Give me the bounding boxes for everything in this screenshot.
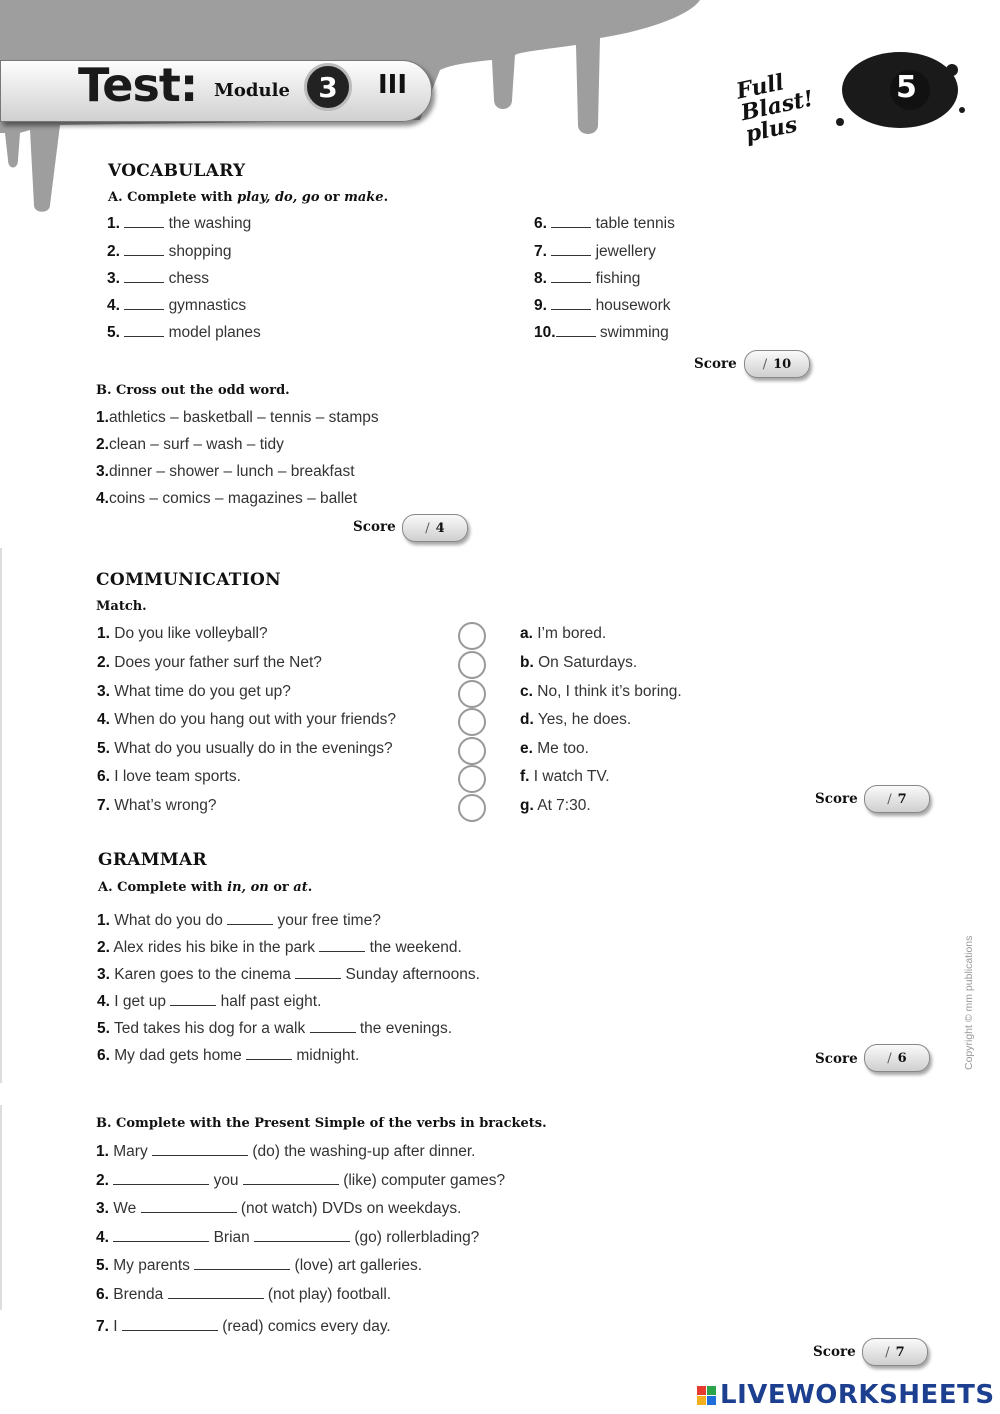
item-number: 1. — [97, 912, 110, 929]
match-answer-circle[interactable] — [458, 708, 486, 736]
item-text: coins – comics – magazines – ballet — [108, 490, 358, 507]
answer-letter: e. — [520, 740, 533, 757]
score-slash: / — [887, 1050, 892, 1066]
item-text: jewellery — [595, 243, 656, 260]
vocabulary-b-instruction: B. Cross out the odd word. — [96, 383, 290, 398]
answer-text: No, I think it’s boring. — [537, 683, 682, 700]
item-number: 7. — [97, 797, 110, 814]
answer-letter: b. — [520, 654, 534, 671]
match-answer-circle[interactable] — [458, 765, 486, 793]
item-text: (do) the washing-up after dinner. — [252, 1143, 476, 1160]
answer-blank[interactable] — [122, 1317, 218, 1331]
answer-blank[interactable] — [227, 911, 273, 925]
answer-text: I watch TV. — [533, 768, 610, 785]
item-text: Mary — [113, 1143, 148, 1160]
grammar-a-score-label: Score — [815, 1051, 858, 1067]
vocabulary-a-item — [534, 323, 669, 342]
answer-letter: d. — [520, 711, 534, 728]
item-number: 5. — [107, 324, 120, 341]
grammar-b-item — [96, 1228, 479, 1247]
item-number: 1. — [96, 1143, 109, 1160]
score-max: 7 — [895, 1344, 905, 1360]
item-text: When do you hang out with your friends? — [114, 711, 397, 728]
communication-instruction: Match. — [96, 599, 147, 614]
item-number: 1. — [97, 625, 110, 642]
match-answer-circle[interactable] — [458, 622, 486, 650]
answer-text: On Saturdays. — [538, 654, 638, 671]
item-text: Ted takes his dog for a walk — [113, 1020, 306, 1037]
instruction-text: A. Complete with — [98, 880, 228, 895]
answer-letter: a. — [520, 625, 533, 642]
item-number: 5. — [96, 1257, 109, 1274]
vocabulary-heading: VOCABULARY — [108, 161, 246, 181]
answer-blank[interactable] — [124, 269, 164, 283]
answer-letter: f. — [520, 768, 530, 785]
vocabulary-b-score-box[interactable] — [402, 514, 468, 542]
instruction-text: A. Complete with — [108, 190, 238, 205]
item-number: 2. — [97, 939, 110, 956]
item-number: 4. — [97, 993, 110, 1010]
answer-text: Me too. — [537, 740, 589, 757]
answer-blank[interactable] — [168, 1285, 264, 1299]
vocabulary-a-score-box[interactable] — [744, 350, 810, 378]
item-text: My parents — [113, 1257, 190, 1274]
page-title: Test: — [78, 58, 198, 112]
vocabulary-b-item[interactable] — [96, 436, 284, 454]
match-answer — [520, 683, 682, 701]
vocabulary-b-item[interactable] — [96, 463, 355, 481]
item-number: 4. — [96, 490, 109, 507]
answer-letter: g. — [520, 797, 534, 814]
item-number: 10. — [534, 324, 556, 341]
match-question — [97, 711, 396, 729]
item-number: 4. — [107, 297, 120, 314]
item-number: 2. — [96, 436, 109, 453]
vocabulary-a-item — [107, 323, 261, 342]
item-number: 8. — [534, 270, 547, 287]
item-text: What’s wrong? — [114, 797, 217, 814]
footer-brand[interactable] — [697, 1380, 995, 1410]
left-edge-line — [0, 548, 2, 1083]
vocabulary-a-item — [534, 269, 640, 288]
match-answer-circle[interactable] — [458, 651, 486, 679]
grammar-a-instruction — [98, 880, 312, 895]
vocabulary-a-item — [534, 296, 671, 315]
item-number: 1. — [96, 409, 109, 426]
brand-block — [707, 1386, 716, 1395]
grammar-b-score-box[interactable] — [862, 1338, 928, 1366]
module-roman: III — [378, 70, 408, 100]
grammar-a-item — [97, 992, 321, 1011]
item-text: the weekend. — [369, 939, 462, 956]
grammar-a-item — [97, 911, 381, 930]
vocabulary-b-score-label: Score — [353, 519, 396, 535]
answer-blank[interactable] — [194, 1256, 290, 1270]
answer-blank[interactable] — [124, 296, 164, 310]
instruction-words: play, do, go — [237, 190, 320, 205]
item-text: your free time? — [277, 912, 381, 929]
item-text: athletics – basketball – tennis – stamps — [108, 409, 379, 426]
grammar-b-item — [96, 1285, 391, 1304]
match-answer — [520, 740, 589, 758]
logo — [734, 40, 970, 148]
item-text: half past eight. — [220, 993, 322, 1010]
instruction-or: or — [268, 880, 294, 895]
grammar-heading: GRAMMAR — [98, 850, 207, 870]
item-number: 5. — [97, 1020, 110, 1037]
item-text: table tennis — [595, 215, 675, 232]
item-text: the evenings. — [359, 1020, 453, 1037]
answer-blank[interactable] — [319, 938, 365, 952]
item-number: 5. — [97, 740, 110, 757]
score-max: 10 — [773, 356, 792, 372]
item-text: model planes — [168, 324, 261, 341]
score-max: 7 — [897, 791, 907, 807]
answer-blank[interactable] — [551, 214, 591, 228]
vocabulary-b-item[interactable] — [96, 409, 379, 427]
module-label: Module — [214, 80, 290, 101]
item-text: (not play) football. — [267, 1286, 392, 1303]
item-number: 6. — [96, 1286, 109, 1303]
item-number: 3. — [97, 966, 110, 983]
item-text: What do you usually do in the evenings? — [114, 740, 393, 757]
item-number: 3. — [107, 270, 120, 287]
answer-blank[interactable] — [170, 992, 216, 1006]
brand-blocks-icon — [697, 1386, 716, 1405]
item-text: Alex rides his bike in the park — [113, 939, 315, 956]
match-answer — [520, 654, 637, 672]
item-number: 1. — [107, 215, 120, 232]
grammar-b-item — [96, 1142, 476, 1161]
item-number: 4. — [96, 1229, 109, 1246]
item-text: Karen goes to the cinema — [114, 966, 291, 983]
grammar-b-item — [96, 1317, 391, 1336]
vocabulary-a-item — [534, 214, 675, 233]
item-text: shopping — [168, 243, 232, 260]
item-text: I — [113, 1318, 118, 1335]
vocabulary-a-item — [107, 214, 251, 233]
item-number: 3. — [96, 463, 109, 480]
vocabulary-a-item — [107, 242, 231, 261]
item-text: Does your father surf the Net? — [114, 654, 322, 671]
match-question — [97, 625, 268, 643]
item-text: I get up — [114, 993, 166, 1010]
grammar-a-item — [97, 938, 462, 957]
item-text: (like) computer games? — [343, 1172, 506, 1189]
answer-blank[interactable] — [124, 214, 164, 228]
answer-text: Yes, he does. — [537, 711, 632, 728]
item-text: (love) art galleries. — [294, 1257, 423, 1274]
item-number: 9. — [534, 297, 547, 314]
module-number-badge — [304, 63, 352, 111]
answer-letter: c. — [520, 683, 533, 700]
item-text: housework — [595, 297, 671, 314]
item-text: midnight. — [296, 1047, 360, 1064]
item-text: (go) rollerblading? — [354, 1229, 480, 1246]
item-number: 3. — [97, 683, 110, 700]
grammar-b-item — [96, 1199, 461, 1218]
item-number: 3. — [96, 1200, 109, 1217]
answer-blank[interactable] — [152, 1142, 248, 1156]
instruction-end: . — [307, 880, 313, 895]
vocabulary-a-score-label: Score — [694, 356, 737, 372]
instruction-or: or — [319, 190, 345, 205]
match-question — [97, 740, 393, 758]
answer-blank[interactable] — [551, 242, 591, 256]
match-question — [97, 768, 241, 786]
match-answer — [520, 797, 591, 815]
answer-text: I’m bored. — [537, 625, 607, 642]
match-question — [97, 683, 291, 701]
item-number: 7. — [96, 1318, 109, 1335]
item-number: 4. — [97, 711, 110, 728]
grammar-a-item — [97, 965, 480, 984]
answer-blank[interactable] — [246, 1046, 292, 1060]
item-number: 2. — [97, 654, 110, 671]
match-question — [97, 797, 216, 815]
item-text: We — [113, 1200, 137, 1217]
item-text: the washing — [168, 215, 252, 232]
match-question — [97, 654, 322, 672]
left-edge-line — [0, 1105, 2, 1310]
score-slash: / — [885, 1344, 890, 1360]
match-answer — [520, 625, 606, 643]
answer-blank[interactable] — [124, 242, 164, 256]
match-answer-circle[interactable] — [458, 680, 486, 708]
instruction-end: . — [383, 190, 389, 205]
grammar-a-item — [97, 1019, 452, 1038]
logo-text: Full Blast! plus — [734, 69, 816, 148]
item-number: 2. — [96, 1172, 109, 1189]
answer-blank[interactable] — [551, 296, 591, 310]
grammar-b-item — [96, 1171, 505, 1190]
grammar-b-score-label: Score — [813, 1344, 856, 1360]
item-number: 6. — [534, 215, 547, 232]
vocabulary-b-item[interactable] — [96, 490, 357, 508]
vocabulary-a-item — [107, 296, 246, 315]
instruction-last: at — [293, 880, 308, 895]
match-answer-circle[interactable] — [458, 794, 486, 822]
answer-text: At 7:30. — [537, 797, 591, 814]
copyright: Copyright © mm publications — [963, 935, 975, 1070]
grammar-a-score-box[interactable] — [864, 1044, 930, 1072]
answer-blank[interactable] — [295, 965, 341, 979]
score-slash: / — [887, 791, 892, 807]
logo-grade: 5 — [896, 70, 917, 105]
item-text: Sunday afternoons. — [345, 966, 480, 983]
vocabulary-a-instruction — [108, 190, 388, 205]
instruction-last: make — [344, 190, 384, 205]
answer-blank[interactable] — [124, 323, 164, 337]
item-text: Brian — [213, 1229, 250, 1246]
answer-blank[interactable] — [310, 1019, 356, 1033]
grammar-b-instruction: B. Complete with the Present Simple of the verbs in brackets. — [96, 1116, 547, 1131]
item-text: gymnastics — [168, 297, 247, 314]
footer-brand-text: LIVEWORKSHEETS — [720, 1380, 995, 1410]
match-answer — [520, 711, 631, 729]
answer-blank[interactable] — [254, 1228, 350, 1242]
item-text: What time do you get up? — [114, 683, 291, 700]
answer-blank[interactable] — [113, 1228, 209, 1242]
match-answer — [520, 768, 610, 786]
match-answer-circle[interactable] — [458, 737, 486, 765]
item-number: 7. — [534, 243, 547, 260]
item-text: swimming — [599, 324, 669, 341]
item-text: What do you do — [114, 912, 223, 929]
item-text: My dad gets home — [114, 1047, 242, 1064]
brand-block — [697, 1396, 706, 1405]
answer-blank[interactable] — [243, 1171, 339, 1185]
answer-blank[interactable] — [551, 269, 591, 283]
item-number: 6. — [97, 768, 110, 785]
grammar-a-item — [97, 1046, 359, 1065]
score-max: 6 — [897, 1050, 907, 1066]
communication-heading: COMMUNICATION — [96, 570, 281, 590]
answer-blank[interactable] — [141, 1199, 237, 1213]
item-text: clean – surf – wash – tidy — [108, 436, 284, 453]
item-text: you — [213, 1172, 239, 1189]
item-text: chess — [168, 270, 210, 287]
item-number: 2. — [107, 243, 120, 260]
item-text: (not watch) DVDs on weekdays. — [240, 1200, 462, 1217]
brand-block — [707, 1396, 716, 1405]
answer-blank[interactable] — [113, 1171, 209, 1185]
vocabulary-a-item — [534, 242, 656, 261]
item-text: fishing — [595, 270, 641, 287]
communication-score-label: Score — [815, 791, 858, 807]
item-text: Brenda — [113, 1286, 164, 1303]
module-number: 3 — [318, 70, 338, 104]
answer-blank[interactable] — [556, 323, 596, 337]
score-slash: / — [425, 520, 430, 536]
brand-block — [697, 1386, 706, 1395]
grammar-b-item — [96, 1256, 422, 1275]
item-text: I love team sports. — [114, 768, 241, 785]
instruction-words: in, on — [227, 880, 269, 895]
item-text: dinner – shower – lunch – breakfast — [108, 463, 355, 480]
item-text: Do you like volleyball? — [114, 625, 268, 642]
item-text: (read) comics every day. — [222, 1318, 391, 1335]
communication-score-box[interactable] — [864, 785, 930, 813]
score-max: 4 — [435, 520, 445, 536]
item-number: 6. — [97, 1047, 110, 1064]
score-slash: / — [762, 356, 768, 372]
vocabulary-a-item — [107, 269, 209, 288]
